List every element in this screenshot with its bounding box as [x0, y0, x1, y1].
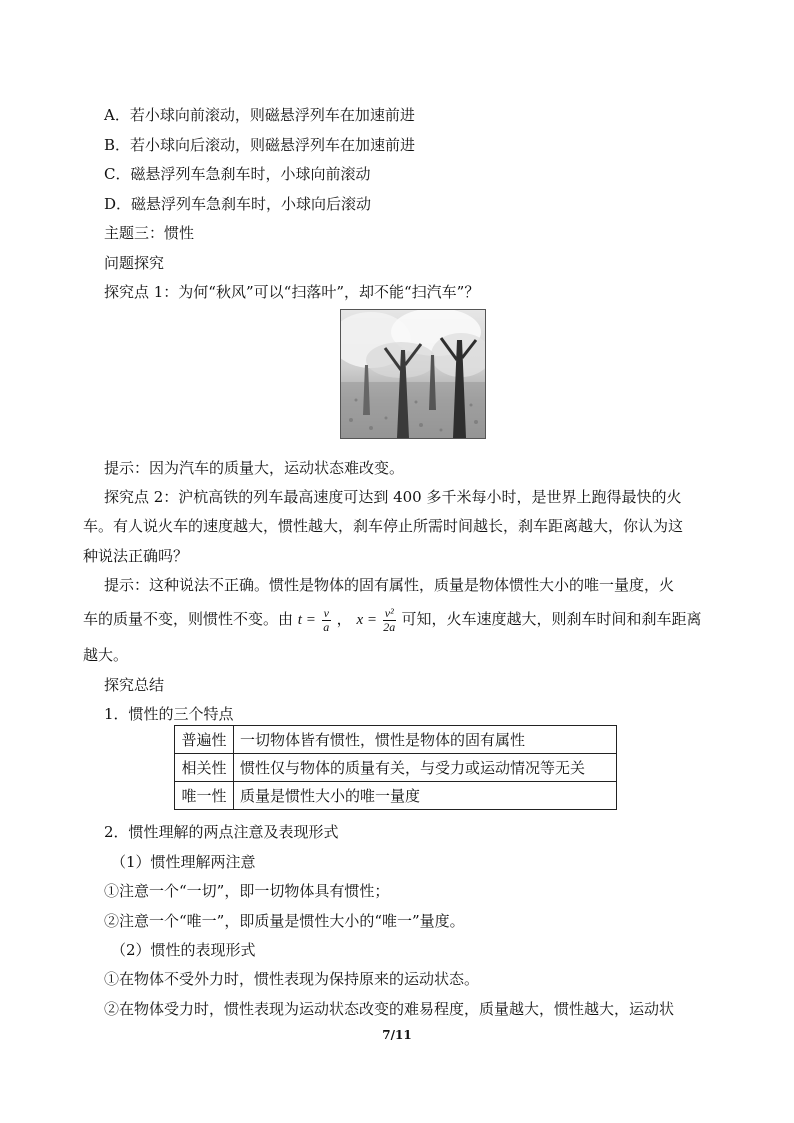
- time-fraction-denominator: a: [323, 620, 330, 635]
- time-formula-lhs: t =: [297, 612, 316, 628]
- time-fraction: [322, 607, 331, 634]
- distance-fraction-denominator: 2a: [383, 620, 396, 635]
- feature-name: 普遍性: [175, 726, 234, 754]
- feature-description: 惯性仅与物体的质量有关，与受力或运动情况等无关: [234, 754, 617, 782]
- summary-heading: 探究总结: [104, 676, 165, 694]
- option-d: D．磁悬浮列车急刹车时，小球向后滚动: [104, 195, 372, 213]
- section-1-heading: 1．惯性的三个特点: [104, 705, 234, 723]
- feature-name: 唯一性: [175, 782, 234, 810]
- hint-2-line-1: 提示：这种说法不正确。惯性是物体的固有属性，质量是物体惯性大小的唯一量度，火: [104, 576, 675, 594]
- hint-2-text-a: 车的质量不变，则惯性不变。由: [83, 610, 294, 628]
- hint-2-line-2: [83, 604, 701, 635]
- feature-name: 相关性: [175, 754, 234, 782]
- autumn-trees-photo: [340, 309, 486, 439]
- section-2-heading: 2．惯性理解的两点注意及表现形式: [104, 823, 339, 841]
- table-row: [175, 782, 617, 810]
- table-row: [175, 726, 617, 754]
- page-number: 7/11: [382, 1028, 412, 1042]
- distance-fraction: [383, 607, 396, 634]
- note-1: ①注意一个“一切”，即一切物体具有惯性；: [104, 882, 390, 900]
- option-c: C．磁悬浮列车急刹车时，小球向前滚动: [104, 165, 371, 183]
- table-row: [175, 754, 617, 782]
- subsection-2-heading: （2）惯性的表现形式: [111, 941, 256, 959]
- distance-formula-lhs: x =: [356, 612, 377, 628]
- inquiry-point-2-line-1: 探究点 2：沪杭高铁的列车最高速度可达到 400 多千米每小时，是世界上跑得最快的火: [104, 488, 682, 506]
- option-a: A．若小球向前滚动，则磁悬浮列车在加速前进: [104, 106, 415, 124]
- distance-formula: [356, 606, 401, 635]
- feature-description: 质量是惯性大小的唯一量度: [234, 782, 617, 810]
- inquiry-point-2-line-2: 车。有人说火车的速度越大，惯性越大，刹车停止所需时间越长，刹车距离越大，你认为这: [83, 517, 684, 535]
- note-2: ②注意一个“唯一”，即质量是惯性大小的“唯一”量度。: [104, 912, 465, 930]
- option-b: B．若小球向后滚动，则磁悬浮列车在加速前进: [104, 136, 416, 154]
- inquiry-point-2-line-3: 种说法正确吗？: [83, 547, 189, 565]
- form-2: ②在物体受力时，惯性表现为运动状态改变的难易程度，质量越大，惯性越大，运动状: [104, 1000, 675, 1018]
- feature-description: 一切物体皆有惯性，惯性是物体的固有属性: [234, 726, 617, 754]
- inquiry-heading: 问题探究: [104, 254, 165, 272]
- trees-illustration: [341, 310, 485, 438]
- time-formula: [297, 606, 337, 635]
- time-fraction-numerator: v: [323, 606, 329, 621]
- form-1: ①在物体不受外力时，惯性表现为保持原来的运动状态。: [104, 970, 480, 988]
- topic-heading: 主题三：惯性: [104, 224, 195, 242]
- distance-fraction-numerator: v²: [384, 606, 394, 621]
- subsection-1-heading: （1）惯性理解两注意: [111, 853, 256, 871]
- inquiry-point-1: 探究点 1：为何“秋风”可以“扫落叶”，却不能“扫汽车”？: [104, 283, 480, 301]
- hint-2-line-3: 越大。: [83, 646, 129, 664]
- formula-separator: ，: [336, 610, 352, 628]
- inertia-features-table: [174, 725, 617, 810]
- hint-1: 提示：因为汽车的质量大，运动状态难改变。: [104, 459, 405, 477]
- hint-2-text-b: 可知，火车速度越大，则刹车时间和刹车距离: [401, 610, 702, 628]
